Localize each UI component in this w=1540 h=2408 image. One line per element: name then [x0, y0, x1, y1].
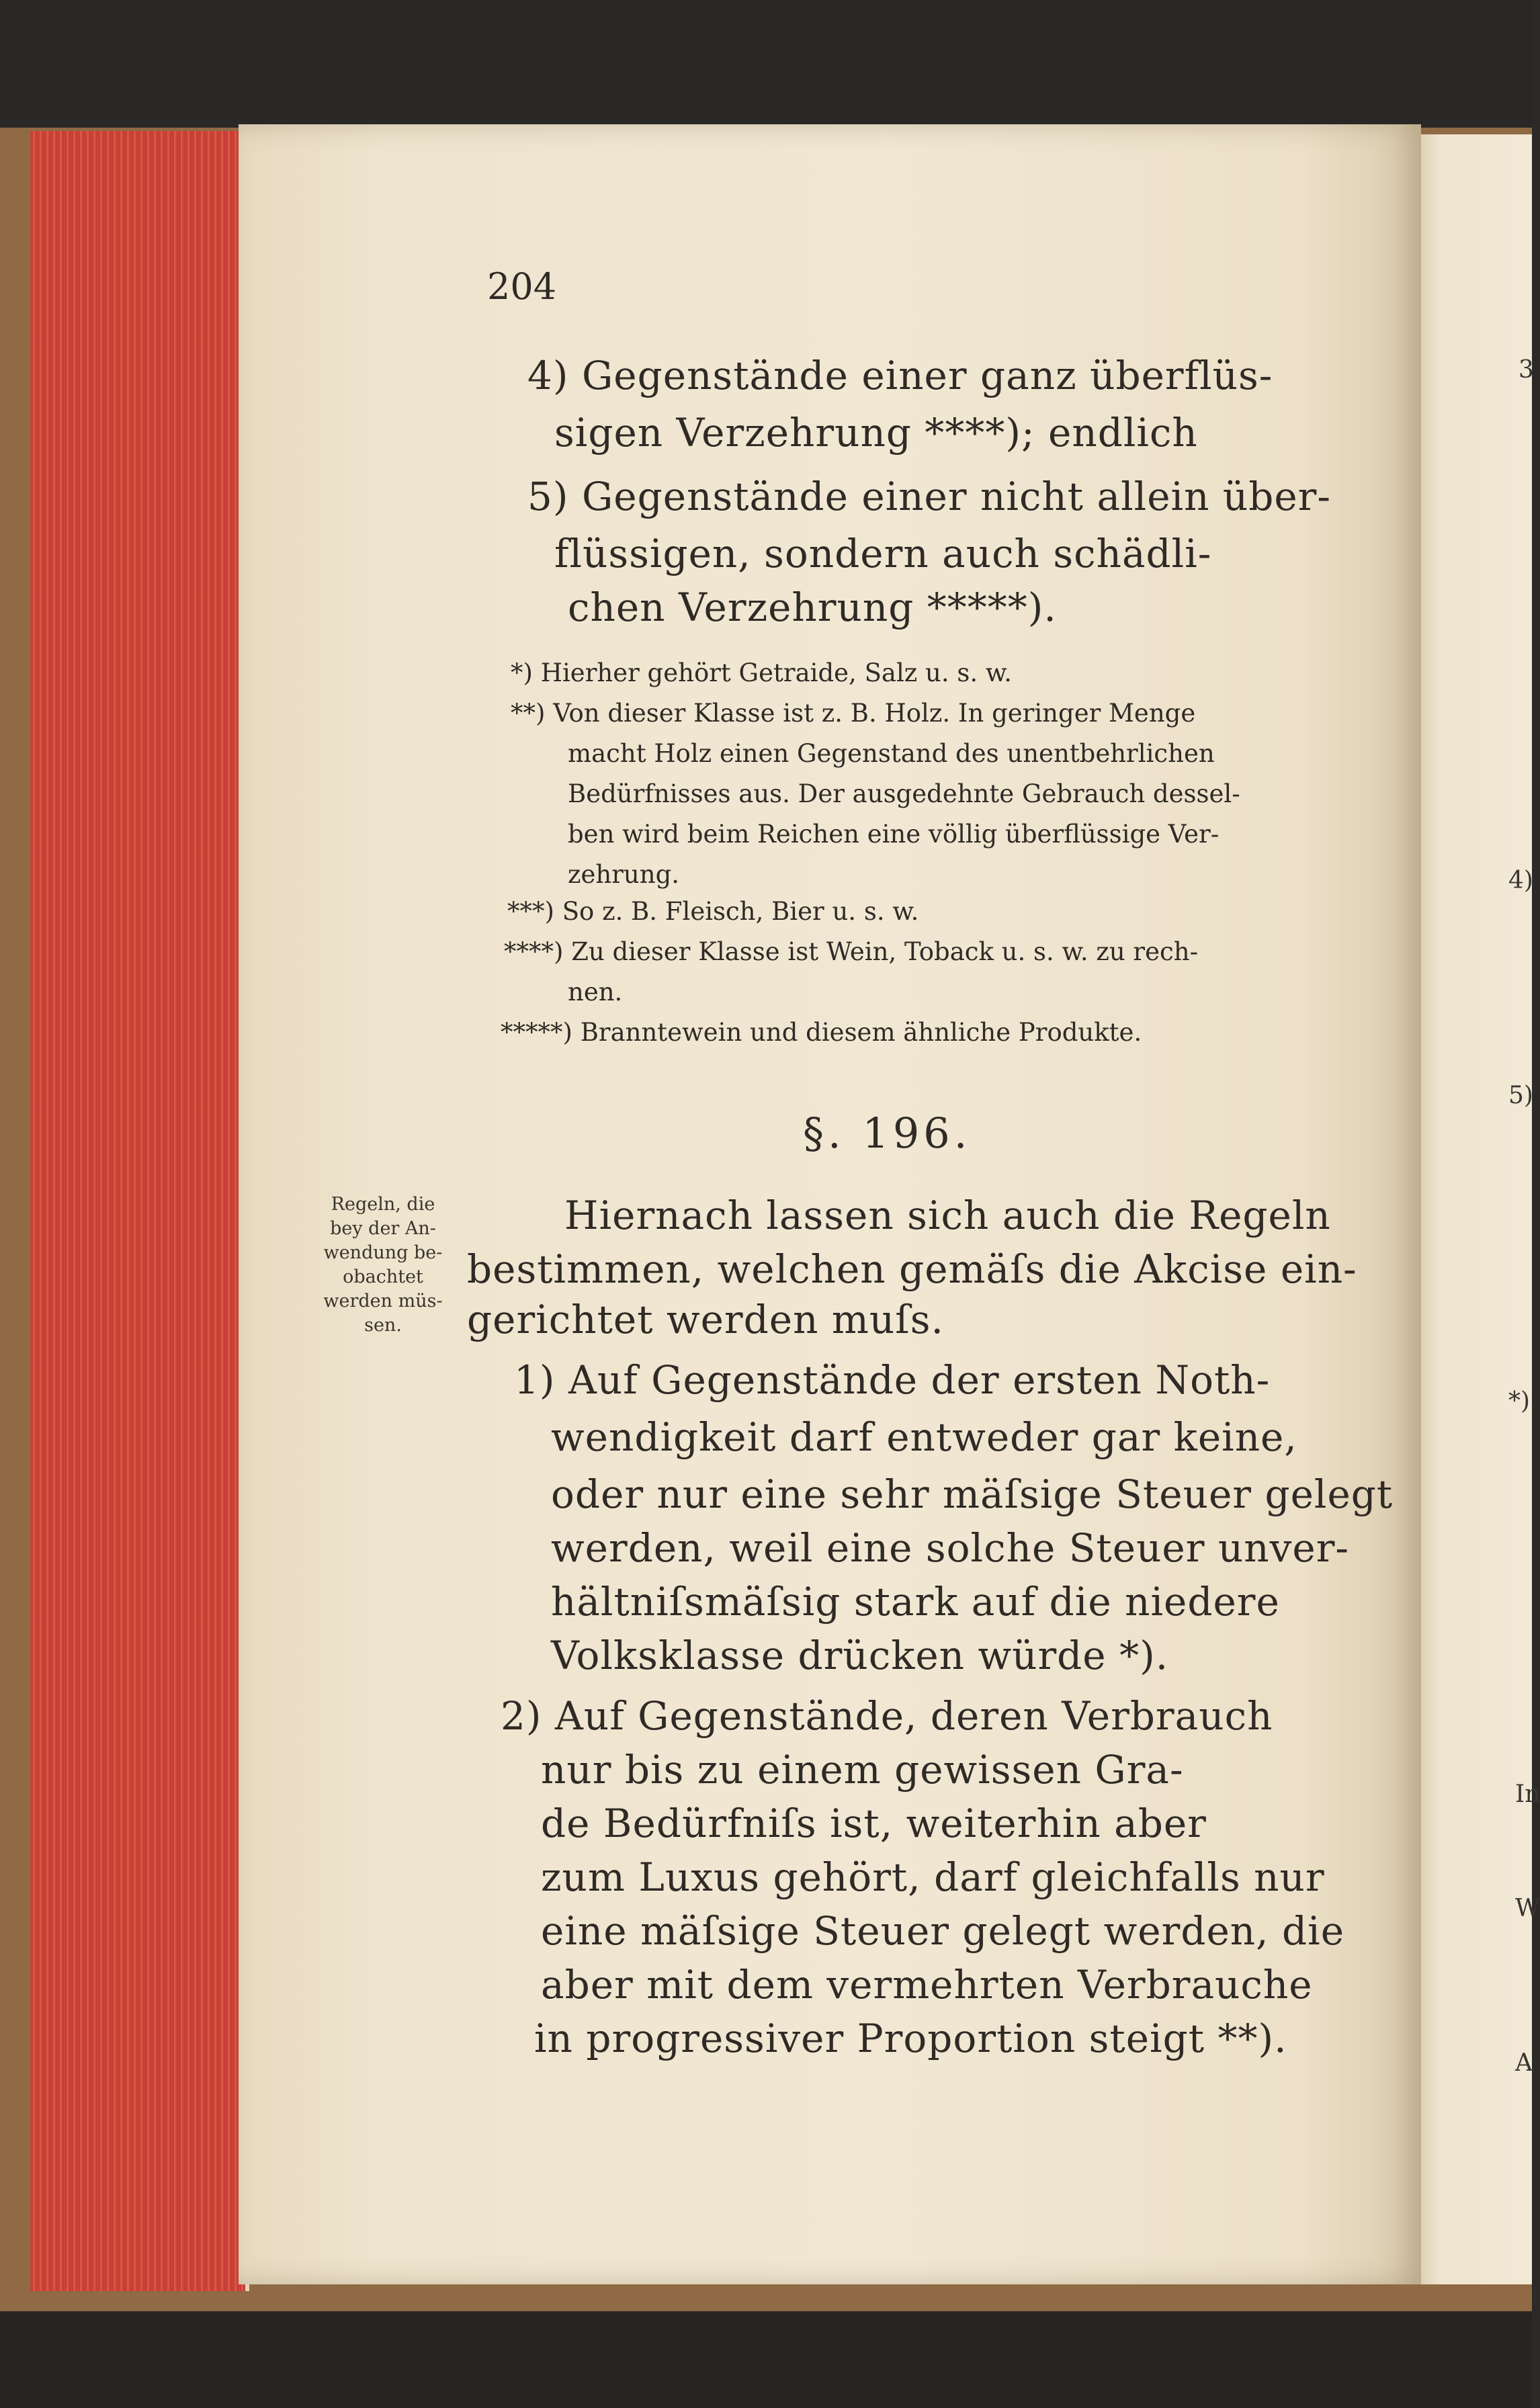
margin-note-line: obachtet	[343, 1266, 423, 1287]
body-line: de Bedürfniſs ist, weiterhin aber	[541, 1801, 1207, 1846]
body-line: Volksklasse drücken würde *).	[551, 1633, 1169, 1678]
list-item-5-line3: chen Verzehrung *****).	[568, 585, 1057, 630]
page-number: 204	[487, 265, 557, 308]
right-fragment: 3	[1518, 356, 1534, 384]
background-top	[0, 0, 1532, 134]
list-item-4-line1: 4) Gegenstände einer ganz überflüs-	[527, 353, 1273, 398]
footnote-line: ***) So z. B. Fleisch, Bier u. s. w.	[507, 897, 919, 926]
body-line: eine mäſsige Steuer gelegt werden, die	[541, 1908, 1345, 1954]
body-line: nur bis zu einem gewissen Gra-	[541, 1747, 1184, 1793]
list-item-4-line2: sigen Verzehrung ****); endlich	[554, 410, 1198, 456]
body-line: aber mit dem vermehrten Verbrauche	[541, 1962, 1313, 2008]
margin-note-line: wendung be-	[323, 1242, 443, 1263]
right-fragment: In	[1515, 1780, 1540, 1808]
body-line: 1) Auf Gegenstände der ersten Noth-	[514, 1357, 1271, 1403]
margin-note	[316, 1193, 450, 1338]
body-line: werden, weil eine solche Steuer unver-	[551, 1525, 1350, 1571]
footnote-line: *****) Branntewein und diesem ähnliche Produkte.	[501, 1018, 1142, 1047]
body-line: in progressiver Proportion steigt **).	[534, 2016, 1287, 2061]
margin-note-line: sen.	[364, 1315, 402, 1336]
right-fragment: A	[1515, 2049, 1533, 2077]
section-heading: §. 196.	[803, 1109, 972, 1158]
body-line: zum Luxus gehört, darf gleichfalls nur	[541, 1854, 1325, 1900]
footnote-line: ben wird beim Reichen eine völlig überflüssige Ver-	[568, 820, 1220, 849]
footnote-line: Bedürfnisses aus. Der ausgedehnte Gebrauch dessel-	[568, 779, 1240, 808]
margin-note-line: werden müs-	[323, 1291, 443, 1312]
body-line: hältniſsmäſsig stark auf die niedere	[551, 1579, 1280, 1625]
list-item-5-line1: 5) Gegenstände einer nicht allein über-	[527, 474, 1331, 519]
footnote-line: ****) Zu dieser Klasse ist Wein, Toback u. s. w. zu rech-	[504, 937, 1199, 966]
right-fragment: 4)	[1508, 867, 1533, 894]
list-item-5-line2: flüssigen, sondern auch schädli-	[554, 531, 1212, 576]
body-line: oder nur eine sehr mäſsige Steuer gelegt	[551, 1471, 1394, 1517]
footnote-line: *) Hierher gehört Getraide, Salz u. s. w.	[511, 658, 1012, 687]
margin-note-line: Regeln, die	[331, 1194, 435, 1215]
right-fragment: *)	[1508, 1387, 1531, 1415]
body-line: wendigkeit darf entweder gar keine,	[551, 1414, 1297, 1460]
body-line: bestimmen, welchen gemäſs die Akcise ein-	[467, 1246, 1357, 1292]
body-line: gerichtet werden muſs.	[467, 1297, 944, 1342]
footnote-line: nen.	[568, 978, 623, 1006]
background-bottom	[0, 2311, 1532, 2408]
page-edges	[30, 131, 249, 2291]
margin-note-line: bey der An-	[330, 1218, 436, 1239]
body-line: Hiernach lassen sich auch die Regeln	[564, 1193, 1331, 1238]
footnote-line: **) Von dieser Klasse ist z. B. Holz. In geringer Menge	[511, 699, 1196, 728]
right-fragment: W	[1515, 1895, 1540, 1922]
body-line: 2) Auf Gegenstände, deren Verbrauch	[501, 1693, 1273, 1739]
footnote-line: zehrung.	[568, 860, 680, 889]
right-fragment: 5)	[1508, 1082, 1533, 1109]
footnote-line: macht Holz einen Gegenstand des unentbehrlichen	[568, 739, 1215, 768]
